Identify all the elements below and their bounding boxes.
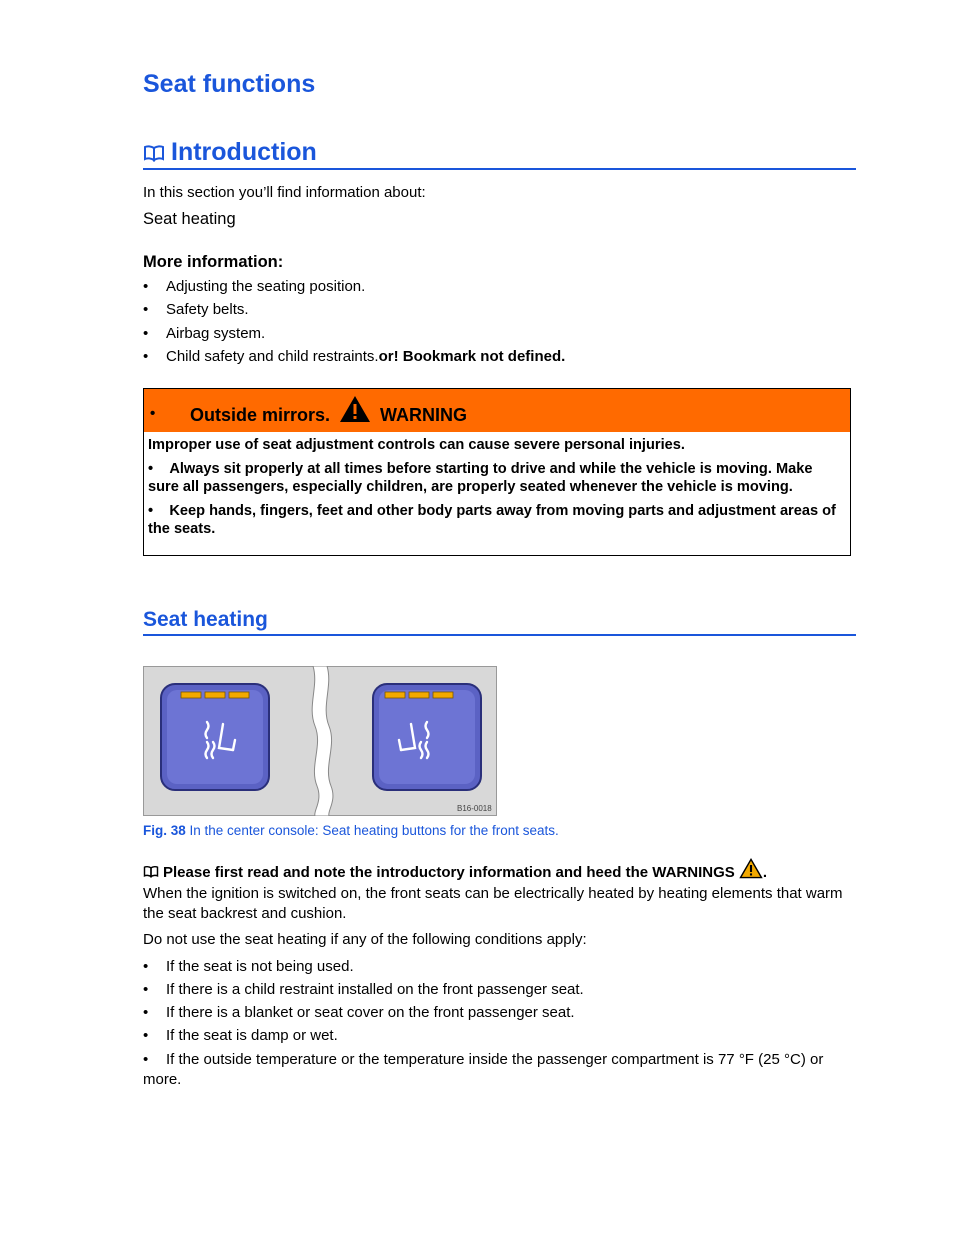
book-icon (143, 865, 159, 878)
list-item: • If the seat is not being used. (143, 958, 354, 975)
warning-body (148, 436, 843, 544)
warning-box (143, 388, 851, 556)
list-item: • If there is a child restraint installed on the front passenger seat. (143, 981, 584, 998)
introduction-heading (143, 138, 856, 170)
list-item[interactable]: • Safety belts. (143, 301, 249, 318)
left-seat-heating-button (161, 684, 269, 790)
list-item[interactable]: • Child safety and child restraints.or! Bookmark not defined. (143, 348, 566, 365)
figure-code: B16-0018 (457, 804, 492, 813)
figure-caption: Fig. 38 In the center console: Seat heating buttons for the front seats. (143, 823, 559, 838)
section-title: Seat functions (143, 70, 316, 98)
seat-heating-heading: Seat heating (143, 608, 856, 636)
seat-heating-figure (143, 666, 497, 816)
list-item[interactable]: • Adjusting the seating position. (143, 278, 366, 295)
list-item: • If the seat is damp or wet. (143, 1027, 338, 1044)
warning-header-text: Outside mirrors. (190, 405, 331, 425)
heating-paragraph-1: When the ignition is switched on, the front seats can be electrically heated by heating elements that warm the seat backrest and cushion. (143, 885, 843, 922)
warning-triangle-icon (338, 394, 372, 424)
intro-lead: In this section you’ll find information about: (143, 184, 426, 201)
more-information-label: More information: (143, 253, 284, 271)
introduction-title: Introduction (171, 138, 317, 166)
intro-topic-seat-heating[interactable]: Seat heating (143, 210, 236, 228)
book-icon (143, 144, 165, 162)
heating-paragraph-2: Do not use the seat heating if any of the following conditions apply: (143, 931, 587, 948)
warning-item: • Keep hands, fingers, feet and other body parts away from moving parts and adjustment areas of the seats. (148, 503, 836, 537)
warning-header: • Outside mirrors. WARNING (144, 389, 850, 432)
list-item[interactable]: • Airbag system. (143, 325, 266, 342)
right-seat-heating-button (373, 684, 481, 790)
warning-item: • Always sit properly at all times before starting to drive and while the vehicle is moving. Make sure all passengers, especially children, are properly seated whenever the vehicle is moving. (148, 461, 813, 495)
list-item: • If there is a blanket or seat cover on the front passenger seat. (143, 1004, 575, 1021)
warning-label: WARNING (380, 405, 467, 425)
list-item: • If the outside temperature or the temperature inside the passenger compartment is 77 °F (25 °C) or more. (143, 1051, 824, 1088)
read-first-note: Please first read and note the introductory information and heed the WARNINGS . (143, 858, 767, 881)
warning-triangle-icon (739, 858, 763, 879)
warning-lead: Improper use of seat adjustment controls can cause severe personal injuries. (148, 437, 685, 453)
bookmark-error-text: or! Bookmark not defined. (378, 348, 566, 365)
